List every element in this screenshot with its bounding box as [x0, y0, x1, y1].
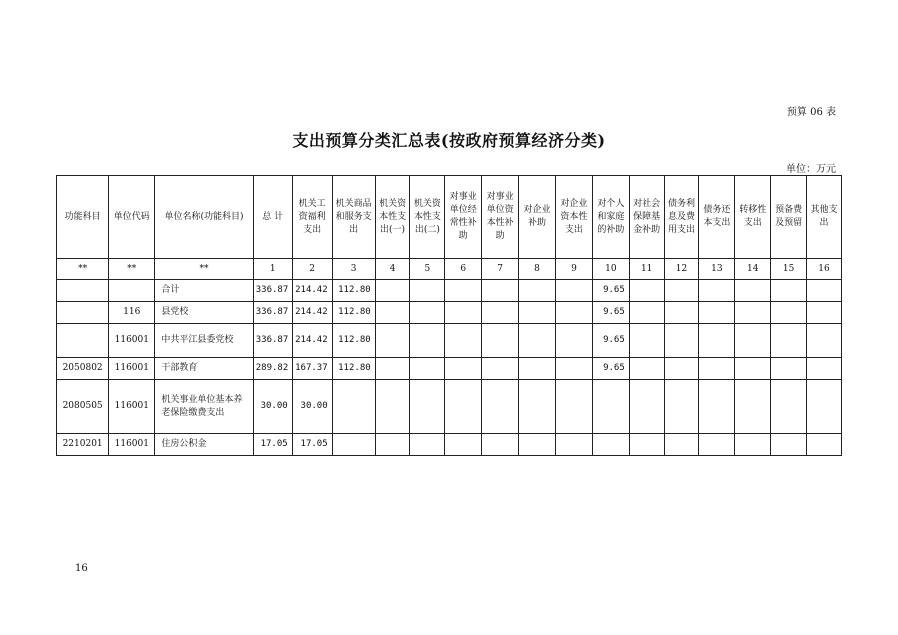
index-cell: 11: [629, 259, 664, 280]
amount-cell: 112.80: [332, 324, 375, 358]
column-header: 转移性支出: [735, 176, 771, 259]
amount-cell: 112.80: [332, 302, 375, 324]
amount-cell: [629, 434, 664, 456]
amount-cell: [807, 358, 842, 380]
amount-cell: [664, 324, 699, 358]
amount-cell: [445, 358, 482, 380]
amount-cell: 289.82: [253, 358, 292, 380]
index-cell: 3: [332, 259, 375, 280]
amount-cell: [807, 434, 842, 456]
amount-cell: [445, 434, 482, 456]
unit-code-cell: [109, 280, 155, 302]
table-row: [57, 324, 842, 358]
amount-cell: [410, 280, 445, 302]
function-code-cell: 2080505: [57, 380, 109, 434]
amount-cell: [375, 358, 410, 380]
header-row: [57, 176, 842, 259]
amount-cell: [771, 280, 807, 302]
amount-cell: 9.65: [592, 302, 629, 324]
column-header: 债务利息及费用支出: [664, 176, 699, 259]
amount-cell: 167.37: [292, 358, 332, 380]
amount-cell: [445, 280, 482, 302]
amount-cell: [482, 380, 519, 434]
amount-cell: [519, 302, 556, 324]
amount-cell: [629, 302, 664, 324]
index-cell: 16: [807, 259, 842, 280]
amount-cell: [445, 324, 482, 358]
amount-cell: [699, 358, 735, 380]
column-header: 机关资本性支出(二): [410, 176, 445, 259]
amount-cell: [735, 324, 771, 358]
index-cell: 10: [592, 259, 629, 280]
index-cell: 6: [445, 259, 482, 280]
column-header: 对企业资本性支出: [555, 176, 592, 259]
function-code-cell: 2210201: [57, 434, 109, 456]
amount-cell: [735, 434, 771, 456]
amount-cell: [771, 434, 807, 456]
amount-cell: [482, 280, 519, 302]
column-header: 对事业单位资本性补助: [482, 176, 519, 259]
budget-table: [56, 175, 842, 456]
index-cell: 9: [555, 259, 592, 280]
page-number: 16: [75, 563, 88, 574]
index-cell: 12: [664, 259, 699, 280]
amount-cell: [807, 324, 842, 358]
unit-name-cell: 中共平江县委党校: [155, 324, 253, 358]
amount-cell: [771, 380, 807, 434]
amount-cell: 336.87: [253, 324, 292, 358]
index-cell: 2: [292, 259, 332, 280]
amount-cell: [482, 302, 519, 324]
amount-cell: [629, 324, 664, 358]
table-row: [57, 380, 842, 434]
amount-cell: [664, 358, 699, 380]
amount-cell: 17.05: [292, 434, 332, 456]
amount-cell: [375, 434, 410, 456]
amount-cell: [735, 302, 771, 324]
amount-cell: [664, 280, 699, 302]
unit-name-cell: 住房公积金: [155, 434, 253, 456]
amount-cell: [664, 434, 699, 456]
document-title: 支出预算分类汇总表(按政府预算经济分类): [292, 131, 606, 150]
amount-cell: [375, 302, 410, 324]
amount-cell: [410, 380, 445, 434]
amount-cell: [555, 280, 592, 302]
amount-cell: [410, 434, 445, 456]
unit-name-cell: 干部教育: [155, 358, 253, 380]
amount-cell: [332, 434, 375, 456]
function-code-cell: 2050802: [57, 358, 109, 380]
function-code-cell: [57, 324, 109, 358]
column-header: 机关资本性支出(一): [375, 176, 410, 259]
amount-cell: [735, 280, 771, 302]
column-header: 机关商品和服务支出: [332, 176, 375, 259]
amount-cell: [482, 358, 519, 380]
unit-name-cell: 县党校: [155, 302, 253, 324]
column-header: 债务还本支出: [699, 176, 735, 259]
amount-cell: [519, 358, 556, 380]
index-cell: **: [57, 259, 109, 280]
amount-cell: [519, 434, 556, 456]
unit-name-cell: 合计: [155, 280, 253, 302]
amount-cell: [375, 280, 410, 302]
table-row: [57, 434, 842, 456]
index-cell: 4: [375, 259, 410, 280]
index-cell: **: [109, 259, 155, 280]
amount-cell: [699, 324, 735, 358]
amount-cell: [664, 380, 699, 434]
amount-cell: [699, 434, 735, 456]
index-cell: 1: [253, 259, 292, 280]
amount-cell: [410, 358, 445, 380]
function-code-cell: [57, 302, 109, 324]
index-cell: 5: [410, 259, 445, 280]
table-number: 预算 06 表: [786, 107, 836, 118]
amount-cell: [629, 280, 664, 302]
amount-cell: [629, 358, 664, 380]
amount-cell: [807, 380, 842, 434]
amount-cell: [555, 302, 592, 324]
unit-code-cell: 116001: [109, 358, 155, 380]
amount-cell: 17.05: [253, 434, 292, 456]
amount-cell: [555, 324, 592, 358]
unit-code-cell: 116: [109, 302, 155, 324]
amount-cell: [771, 302, 807, 324]
column-header: 预备费及预留: [771, 176, 807, 259]
amount-cell: [664, 302, 699, 324]
unit-label: 单位：万元: [786, 164, 836, 175]
column-header: 单位代码: [109, 176, 155, 259]
column-header: 功能科目: [57, 176, 109, 259]
amount-cell: [445, 302, 482, 324]
amount-cell: 9.65: [592, 324, 629, 358]
amount-cell: [519, 280, 556, 302]
amount-cell: [375, 324, 410, 358]
unit-code-cell: 116001: [109, 434, 155, 456]
unit-name-cell: 机关事业单位基本养老保险缴费支出: [155, 380, 253, 434]
amount-cell: [807, 302, 842, 324]
index-cell: 8: [519, 259, 556, 280]
unit-code-cell: 116001: [109, 324, 155, 358]
column-header: 其他支出: [807, 176, 842, 259]
amount-cell: 30.00: [253, 380, 292, 434]
amount-cell: [771, 358, 807, 380]
table-row: [57, 358, 842, 380]
amount-cell: 336.87: [253, 280, 292, 302]
amount-cell: [445, 380, 482, 434]
amount-cell: [771, 324, 807, 358]
amount-cell: [519, 324, 556, 358]
amount-cell: [332, 380, 375, 434]
amount-cell: [555, 358, 592, 380]
amount-cell: 30.00: [292, 380, 332, 434]
column-header: 对事业单位经常性补助: [445, 176, 482, 259]
amount-cell: [629, 380, 664, 434]
amount-cell: [735, 358, 771, 380]
column-header: 总 计: [253, 176, 292, 259]
amount-cell: [375, 380, 410, 434]
amount-cell: 112.80: [332, 280, 375, 302]
amount-cell: [699, 302, 735, 324]
index-cell: 13: [699, 259, 735, 280]
amount-cell: 9.65: [592, 280, 629, 302]
column-header: 对个人和家庭的补助: [592, 176, 629, 259]
amount-cell: [699, 380, 735, 434]
column-index-row: [57, 259, 842, 280]
amount-cell: [482, 434, 519, 456]
amount-cell: 214.42: [292, 280, 332, 302]
amount-cell: 112.80: [332, 358, 375, 380]
column-header: 对社会保障基金补助: [629, 176, 664, 259]
amount-cell: [807, 280, 842, 302]
amount-cell: [410, 324, 445, 358]
amount-cell: [735, 380, 771, 434]
amount-cell: [555, 380, 592, 434]
amount-cell: 214.42: [292, 324, 332, 358]
amount-cell: [555, 434, 592, 456]
amount-cell: 9.65: [592, 358, 629, 380]
column-header: 对企业补助: [519, 176, 556, 259]
amount-cell: [592, 380, 629, 434]
amount-cell: [482, 324, 519, 358]
function-code-cell: [57, 280, 109, 302]
index-cell: 15: [771, 259, 807, 280]
column-header: 单位名称(功能科目): [155, 176, 253, 259]
table-row: [57, 280, 842, 302]
index-cell: 7: [482, 259, 519, 280]
index-cell: **: [155, 259, 253, 280]
amount-cell: [592, 434, 629, 456]
table-row: [57, 302, 842, 324]
index-cell: 14: [735, 259, 771, 280]
column-header: 机关工资福利支出: [292, 176, 332, 259]
amount-cell: [519, 380, 556, 434]
amount-cell: [699, 280, 735, 302]
unit-code-cell: 116001: [109, 380, 155, 434]
amount-cell: 214.42: [292, 302, 332, 324]
amount-cell: [410, 302, 445, 324]
amount-cell: 336.87: [253, 302, 292, 324]
